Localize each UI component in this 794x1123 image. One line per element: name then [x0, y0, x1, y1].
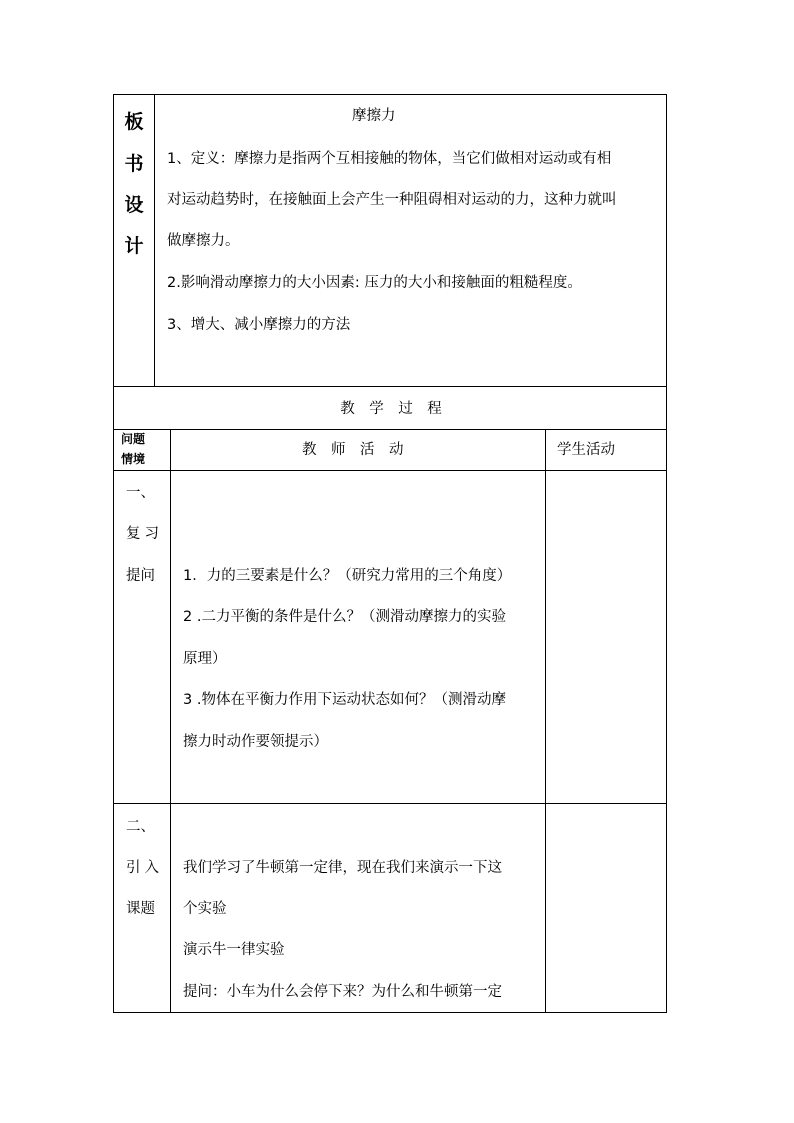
board-line-5: 3、增大、减小摩擦力的方法: [167, 317, 351, 333]
board-line-2: 对运动趋势时，在接触面上会产生一种阻碍相对运动的力，这种力就叫: [167, 192, 617, 208]
column-divider-1: [170, 429, 171, 1013]
section1-line-4: 3 .物体在平衡力作用下运动状态如何？（测滑动摩: [183, 692, 506, 708]
section1-label-3: 提问: [126, 568, 155, 584]
section2-line-4: 提问：小车为什么会停下来？为什么和牛顿第一定: [183, 984, 502, 1000]
board-line-3: 做摩擦力。: [167, 233, 240, 249]
section1-line-5: 擦力时动作要领提示）: [183, 734, 328, 750]
section2-label-3: 课题: [126, 901, 155, 917]
section2-line-1: 我们学习了牛顿第一定律，现在我们来演示一下这: [183, 860, 502, 876]
board-line-4: 2.影响滑动摩擦力的大小因素: 压力的大小和接触面的粗糙程度。: [167, 275, 582, 291]
section2-line-2: 个实验: [183, 901, 227, 917]
board-label-char-1: 板: [124, 111, 144, 133]
board-title: 摩擦力: [352, 108, 396, 124]
board-label-char-3: 设: [124, 194, 144, 216]
process-title: 教 学 过 程: [340, 401, 442, 417]
section1-line-2: 2 .二力平衡的条件是什么？（测滑动摩擦力的实验: [183, 609, 506, 625]
board-label-divider: [154, 94, 155, 387]
board-line-1: 1、定义：摩擦力是指两个互相接触的物体，当它们做相对运动或有相: [167, 151, 612, 167]
section1-label-2: 复习: [126, 526, 163, 542]
column-divider-2: [545, 429, 546, 1013]
board-label-char-4: 计: [124, 235, 144, 257]
section-divider: [113, 803, 667, 804]
header-top-line: [113, 429, 667, 430]
section2-line-3: 演示牛一律实验: [183, 942, 285, 958]
section1-line-3: 原理）: [183, 651, 227, 667]
header-bottom-line: [113, 470, 667, 471]
section2-label-2: 引入: [126, 860, 163, 876]
header-col1-line2: 情境: [121, 452, 146, 466]
board-label-char-2: 书: [124, 153, 144, 175]
section2-label-1: 二、: [126, 819, 155, 835]
header-col1-line1: 问题: [121, 432, 146, 446]
header-teacher-activity: 教 师 活 动: [302, 442, 404, 458]
header-student-activity: 学生活动: [557, 442, 615, 458]
section1-line-1: 1．力的三要素是什么？（研究力常用的三个角度）: [183, 568, 512, 584]
section1-label-1: 一、: [126, 485, 155, 501]
